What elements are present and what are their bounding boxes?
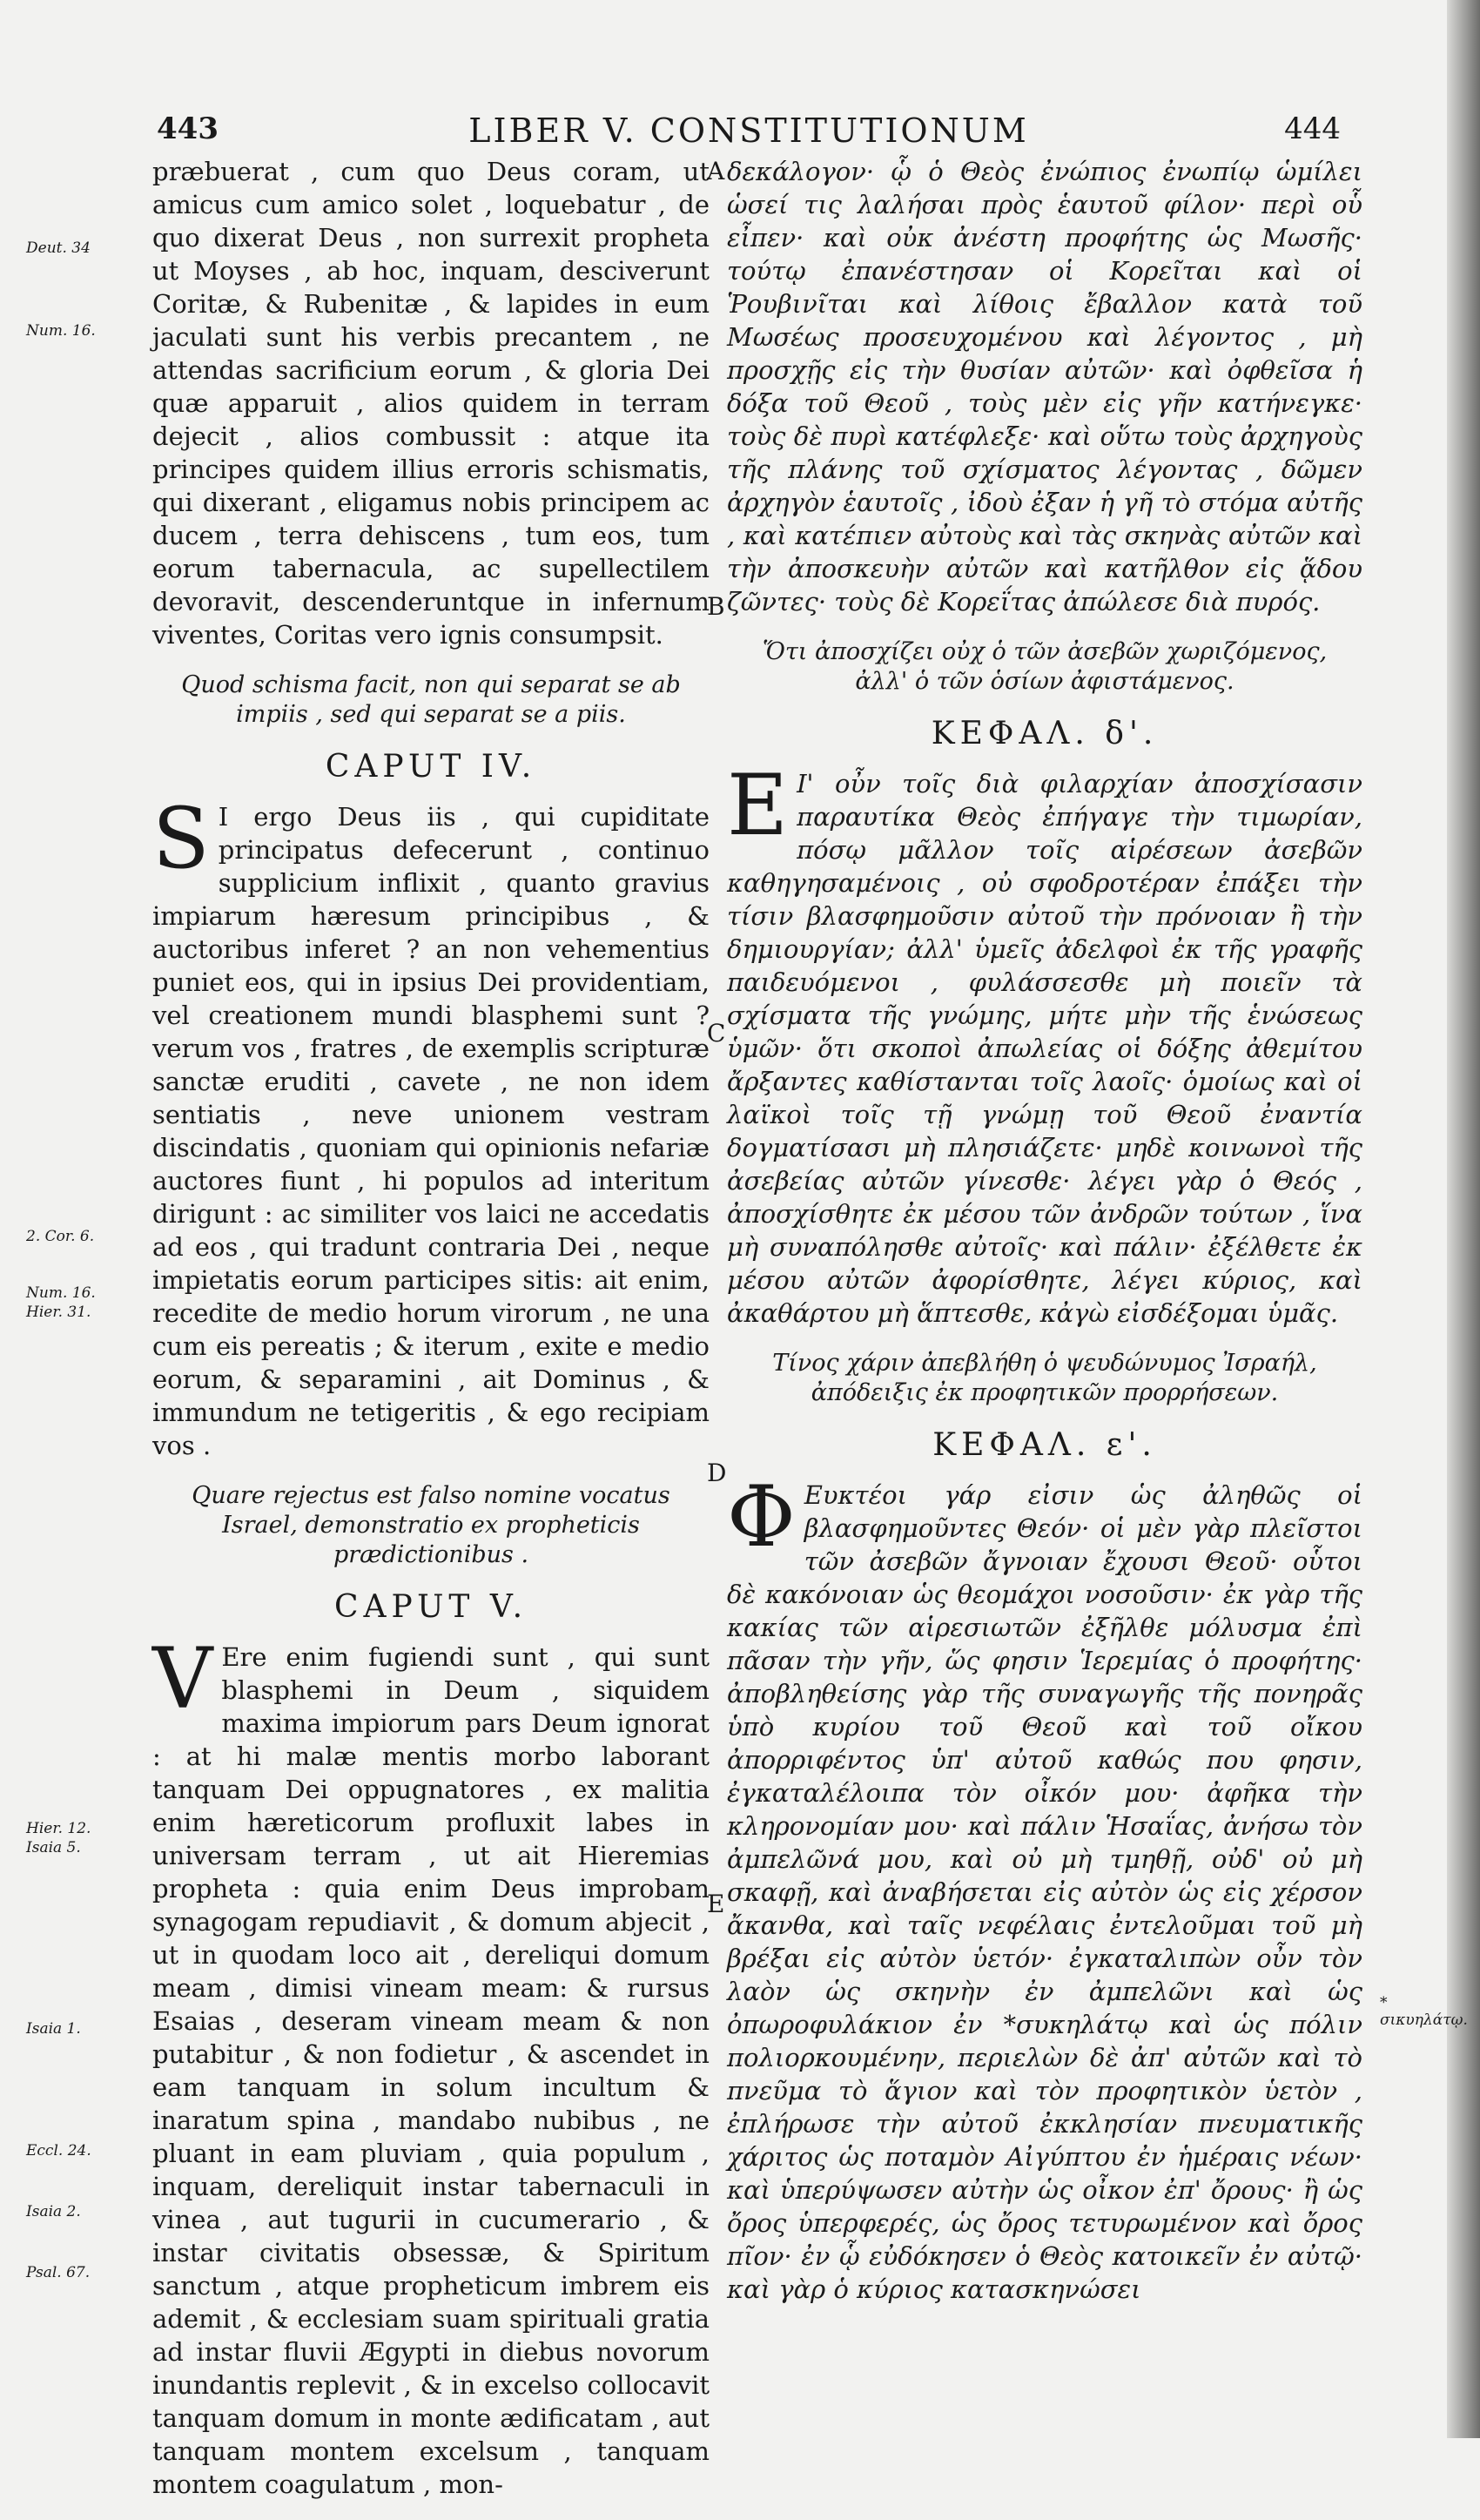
margin-note: Hier. 12. — [26, 1820, 91, 1837]
greek-chapter-text: Ευκτέοι γάρ εἰσιν ὡς ἀληθῶς οἱ βλασφημοῦντες Θεόν· οἱ μὲν γὰρ πλεῖστοι τῶν ἀσεβῶν ἄγνοιαν ἔχουσι Θεοῦ· οὗτοι δὲ κακόνοιαν ὡς θεομάχοι νοσοῦσιν· ἐκ γὰρ τῆς κακίας τῶν αἱρεσιωτῶν ἐξῆλθε μόλυσμα ἐπὶ πᾶσαν τὴν γῆν, ὥς φησιν Ἱερεμίας ὁ προφήτης· ἀποβληθείσης γὰρ τῆς συναγωγῆς τῆς πονηρᾶς ὑπὸ κυρίου τοῦ Θεοῦ καὶ τοῦ οἴκου ἀπορριφέντος ὑπ' αὐτοῦ καθώς που φησιν, ἐγκαταλέλοιπα τὸν οἶκόν μου· ἀφῆκα τὴν κληρονομίαν μου· καὶ πάλιν Ἡσαΐας, ἀνήσω τὸν ἀμπελῶνά μου, καὶ οὐ μὴ τμηθῇ, οὐδ' οὐ μὴ σκαφῇ, καὶ ἀναβήσεται εἰς αὐτὸν ὡς εἰς χέρσον ἄκανθα, καὶ ταῖς νεφέλαις ἐντελοῦμαι τοῦ μὴ βρέξαι εἰς αὐτὸν ὑετόν· ἐγκαταλιπὼν οὖν τὸν λαὸν ὡς σκηνὴν ἐν ἀμπελῶνι καὶ ὡς ὀπωροφυλάκιον ἐν *συκηλάτῳ καὶ ὡς πόλιν πολιορκουμένην, περιελὼν δὲ ἀπ' αὐτῶν καὶ τὸ πνεῦμα τὸ ἅγιον καὶ τὸν προφητικὸν ὑετὸν , ἐπλήρωσε τὴν αὐτοῦ ἐκκλησίαν πνευματικῆς χάριτος ὡς ποταμὸν Αἰγύπτου ἐν ἡμέραις νέων· καὶ ὑπερύψωσεν αὐτὴν ὡς οἶκον ἐπ' ὄρους· ἢ ὡς ὄρος ὑπερφερές, ὡς ὄρος τετυρωμένον καὶ ὄρος πῖον· ἐν ᾧ εὐδόκησεν ὁ Θεὸς κατοικεῖν ἐν αὐτῷ· καὶ γὰρ ὁ κύριος κατασκηνώσει — [727, 1480, 1362, 2304]
margin-note: Num. 16. — [26, 1284, 96, 1302]
greek-chapter-heading: ΚΕΦΑΛ. ε'. — [932, 1427, 1157, 1463]
page-number-right: 444 — [1284, 111, 1341, 146]
margin-note: Isaia 1. — [26, 2020, 81, 2038]
greek-chapter-paragraph — [727, 757, 1362, 1330]
greek-chapter-summary: Τίνος χάριν ἀπεβλήθη ὁ ψευδώνυμος Ἰσραήλ, ἀπόδειξις ἐκ προφητικῶν προρρήσεων. — [772, 1350, 1317, 1406]
page-number-left: 443 — [157, 111, 219, 146]
drop-capital: V — [152, 1630, 213, 1728]
greek-chapter-text: Ι' οὖν τοῖς διὰ φιλαρχίαν ἀποσχίσασιν παραυτίκα Θεὸς ἐπήγαγε τὴν τιμωρίαν, πόσῳ μᾶλλον τοῖς αἱρέσεων ἀσεβῶν καθηγησαμένοις , οὐ σφοδροτέραν ἐπάξει τὴν τίσιν βλασφημοῦσιν αὐτοῦ τὴν πρόνοιαν ἢ τὴν δημιουργίαν; ἀλλ' ὑμεῖς ἀδελφοὶ ἐκ τῆς γραφῆς παιδευόμενοι , φυλάσσεσθε μὴ ποιεῖν τὰ σχίσματα τῆς γνώμης, μήτε μὴν τῆς ἑνώσεως ὑμῶν· ὅτι σκοποὶ ἀπωλείας οἱ δόξης ἀθεμίτου ἄρξαντες καθίστανται τοῖς λαοῖς· ὁμοίως καὶ οἱ λαϊκοὶ τοῖς τῇ γνώμῃ τοῦ Θεοῦ ἐναντία δογματίσασι μὴ πλησιάζετε· μηδὲ κοινωνοὶ τῆς ἀσεβείας αὐτῶν γίνεσθε· λέγει γὰρ ὁ Θεός , ἀποσχίσθητε ἐκ μέσου τῶν ἀνδρῶν τούτων , ἵνα μὴ συναπόλησθε αὐτοῖς· καὶ πάλιν· ἐξέλθετε ἐκ μέσου αὐτῶν ἀφορίσθητε, λέγει κύριος, καὶ ἀκαθάρτου μὴ ἅπτεσθε, κἀγὼ εἰσδέξομαι ὑμᾶς. — [727, 769, 1362, 1328]
margin-note: Isaia 5. — [26, 1839, 81, 1856]
latin-chapter-paragraph — [152, 1630, 710, 2501]
margin-note: Deut. 34 — [26, 239, 91, 257]
margin-note: Hier. 31. — [26, 1304, 91, 1321]
margin-note-right: * σικυηλάτῳ. — [1380, 1994, 1468, 2029]
latin-chapter-heading: CAPUT V. — [333, 1589, 528, 1625]
latin-chapter-summary: Quod schisma facit, non qui separat se ab impiis , sed qui separat se a piis. — [181, 671, 681, 728]
section-letter: D — [707, 1459, 727, 1487]
greek-chapter-summary: Ὅτι ἀποσχίζει οὐχ ὁ τῶν ἀσεβῶν χωριζόμενος, ἀλλ' ὁ τῶν ὁσίων ἀφιστάμενος. — [762, 638, 1328, 695]
greek-chapter-paragraph — [727, 1468, 1362, 2306]
margin-note: Eccl. 24. — [26, 2142, 91, 2160]
section-letter: B — [707, 592, 725, 621]
latin-intro-paragraph: præbuerat , cum quo Deus coram, ut amicus cum amico solet , loquebatur , de quo dixerat Deus , non surrexit propheta ut Moyses , ab hoc, inquam, desciverunt Coritæ, & Rubenitæ , & lapides in eum jaculati sunt his verbis precantem , ne attendas sacrificium eorum , & gloria Dei quæ apparuit , alios quidem in terram dejecit , alios combussit : atque ita principes quidem illius erroris schismatis, qui dixerant , eligamus nobis principem ac ducem , terra dehiscens , tum eos, tum eorum tabernacula, ac supellectilem devoravit, descenderuntque in infernum viventes, Coritas vero ignis consumpsit. — [152, 157, 710, 650]
section-letter: C — [707, 1019, 726, 1048]
latin-column — [152, 155, 710, 2520]
running-title: LIBER V. CONSTITUTIONUM — [468, 111, 1029, 150]
drop-capital: Φ — [727, 1468, 796, 1566]
latin-chapter-text: I ergo Deus iis , qui cupiditate principatus defecerunt , continuo supplicium inflixit , quanto gravius impiarum hæresum principibus , & auctoribus inferet ? an non vehementius puniet eos, qui in ipsius Dei providentiam, vel creationem mundi blasphemi sunt ? verum vos , fratres , de exemplis scripturæ sanctæ eruditi , cavete , ne non idem sentiatis , neve unionem vestram discindatis , quoniam qui opinionis nefariæ auctores fiunt , hi populos ad interitum dirigunt : ac similiter vos laici ne accedatis ad eos , qui tradunt contraria Dei , neque impietatis eorum participes sitis: ait enim, recedite de medio horum virorum , ne una cum eis pereatis ; & iterum , exite e medio eorum, & separamini , ait Dominus , & immundum ne tetigeritis , & ego recipiam vos . — [152, 802, 710, 1460]
greek-chapter-heading: ΚΕΦΑΛ. δ'. — [931, 716, 1159, 751]
latin-chapter-summary: Quare rejectus est falso nomine vocatus Israel, demonstratio ex propheticis prædictionibus . — [192, 1482, 670, 1568]
drop-capital: S — [152, 790, 210, 887]
running-header — [157, 111, 1341, 155]
greek-intro-paragraph: δεκάλογον· ᾧ ὁ Θεὸς ἐνώπιος ἐνωπίῳ ὡμίλει ὡσεί τις λαλήσαι πρὸς ἑαυτοῦ φίλον· περὶ οὗ εἶπεν· καὶ οὐκ ἀνέστη προφήτης ὡς Μωσῆς· τούτῳ ἐπανέστησαν οἱ Κορεῖται καὶ οἱ Ῥουβινῖται καὶ λίθοις ἔβαλλον κατὰ τοῦ Μωσέως προσευχομένου καὶ λέγοντος , μὴ προσχῇς εἰς τὴν θυσίαν αὐτῶν· καὶ ὀφθεῖσα ἡ δόξα τοῦ Θεοῦ , τοὺς μὲν εἰς γῆν κατήνεγκε· τοὺς δὲ πυρὶ κατέφλεξε· καὶ οὕτω τοὺς ἀρχηγοὺς τῆς πλάνης τοῦ σχίσματος λέγοντας , δῶμεν ἀρχηγὸν ἑαυτοῖς , ἰδοὺ ἐξαν ἡ γῆ τὸ στόμα αὐτῆς , καὶ κατέπιεν αὐτοὺς καὶ τὰς σκηνὰς αὐτῶν καὶ τὴν ἀποσκευὴν αὐτῶν καὶ κατῆλθον εἰς ᾅδου ζῶντες· τοὺς δὲ Κορεΐτας ἀπώλεσε διὰ πυρός. — [727, 157, 1362, 617]
latin-chapter-paragraph — [152, 790, 710, 1462]
drop-capital: Ε — [727, 757, 789, 854]
book-gutter-shadow — [1447, 0, 1480, 2438]
section-letter: A — [707, 157, 725, 185]
greek-column — [727, 155, 1362, 2325]
margin-note: Isaia 2. — [26, 2203, 81, 2220]
margin-note: Psal. 67. — [26, 2264, 91, 2281]
latin-chapter-heading: CAPUT IV. — [325, 749, 537, 785]
margin-note: 2. Cor. 6. — [26, 1228, 95, 1245]
margin-note: Num. 16. — [26, 322, 96, 340]
latin-chapter-text: Ere enim fugiendi sunt , qui sunt blasphemi in Deum , siquidem maxima impiorum pars Deum ignorat : at hi malæ mentis morbo laborant tanquam Dei oppugnatores , ex malitia enim hæreticorum profluxit labes in universam terram , ut ait Hieremias propheta : quia enim Deus improbam synagogam repudiavit , & domum abjecit , ut in quodam loco ait , dereliqui domum meam , dimisi vineam meam: & rursus Esaias , deseram vineam meam & non putabitur , & non fodietur , & ascendet in eam tanquam in solum incultum & inaratum spina , mandabo nubibus , ne pluant in eam pluviam , quia populum , inquam, dereliquit instar tabernaculi in vinea , aut tugurii in cucumerario , & instar civitatis obsessæ, & Spiritum sanctum , atque propheticum imbrem eis ademit , & ecclesiam suam spirituali gratia ad instar fluvii Ægypti in diebus novorum inundantis replevit , & in excelso collocavit tanquam domum in monte ædificatam , aut tanquam montem excelsum , tanquam montem coagulatum , mon- — [152, 1642, 710, 2499]
section-letter: E — [707, 1890, 725, 1918]
